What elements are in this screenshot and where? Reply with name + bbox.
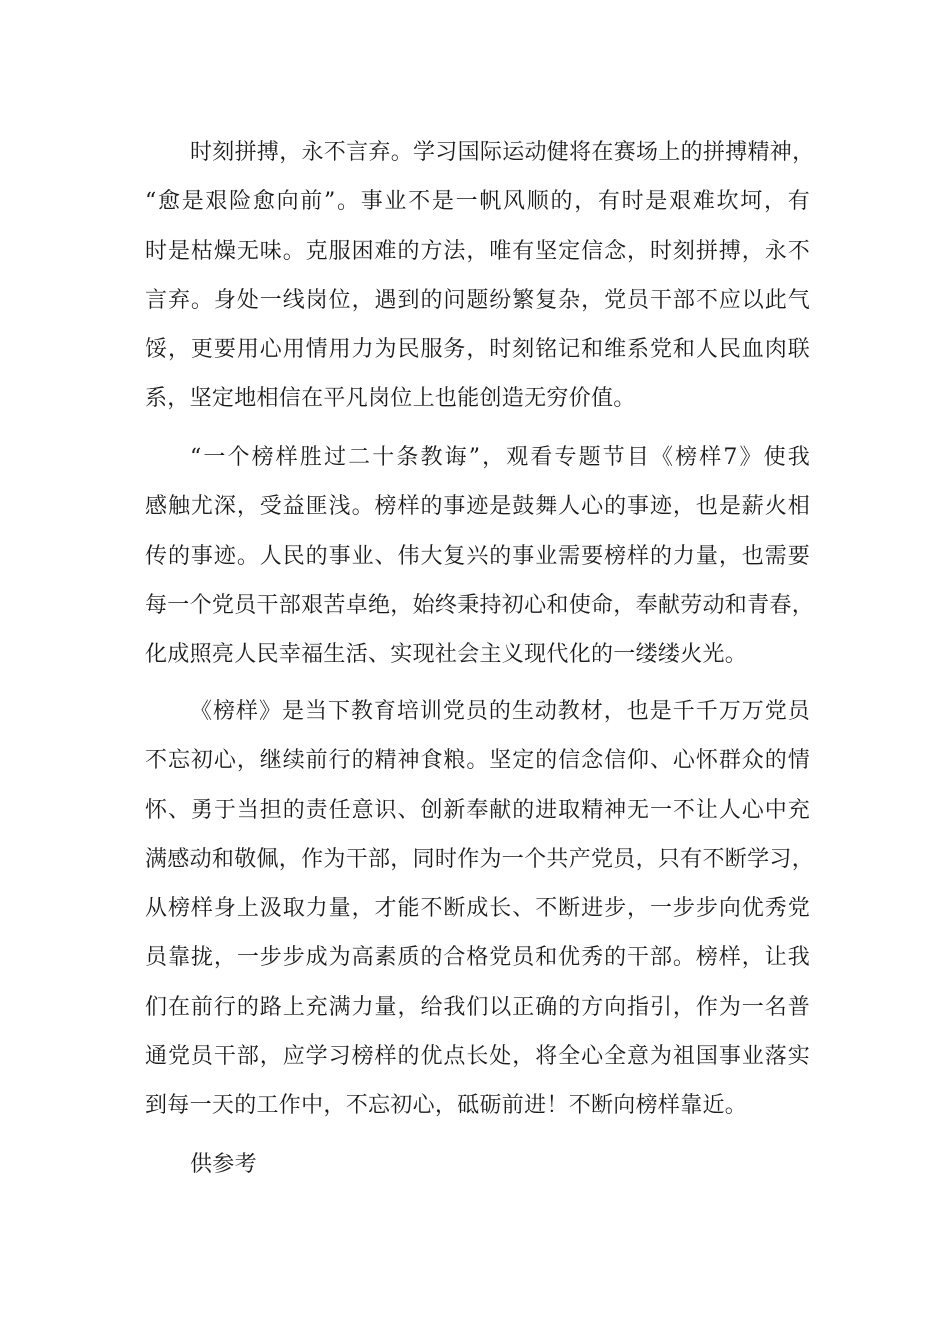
text-line: 们在前行的路上充满力量，给我们以正确的方向指引，作为一名普 bbox=[145, 994, 810, 1020]
text-line: “愈是艰险愈向前”。事业不是一帆风顺的，有时是艰难坎坷，有 bbox=[145, 189, 810, 215]
text-line: 员靠拢，一步步成为高素质的合格党员和优秀的干部。榜样，让我 bbox=[145, 945, 810, 971]
text-line: 到每一天的工作中，不忘初心，砥砺前进！不断向榜样靠近。 bbox=[145, 1093, 748, 1119]
text-line: 不忘初心，继续前行的精神食粮。坚定的信念信仰、心怀群众的情 bbox=[145, 748, 810, 774]
text-line: 系，坚定地相信在平凡岗位上也能创造无穷价值。 bbox=[145, 386, 636, 412]
text-line: 感触尤深，受益匪浅。榜样的事迹是鼓舞人心的事迹，也是薪火相 bbox=[145, 494, 810, 520]
text-line: “一个榜样胜过二十条教诲”，观看专题节目《榜样7》使我 bbox=[190, 445, 810, 470]
text-line: 时刻拼搏，永不言弃。学习国际运动健将在赛场上的拼搏精神， bbox=[190, 140, 815, 165]
text-line: 《榜样》是当下教育培训党员的生动教材，也是千千万万党员 bbox=[190, 699, 810, 724]
text-line: 从榜样身上汲取力量，才能不断成长、不断进步，一步步向优秀党 bbox=[145, 896, 810, 922]
text-line: 言弃。身处一线岗位，遇到的问题纷繁复杂，党员干部不应以此气 bbox=[145, 287, 810, 313]
text-line: 时是枯燥无味。克服困难的方法，唯有坚定信念，时刻拼搏，永不 bbox=[145, 238, 810, 264]
paragraph-for-reference bbox=[145, 1140, 810, 1189]
text-line: 馁，更要用心用情用力为民服务，时刻铭记和维系党和人民血肉联 bbox=[145, 337, 810, 363]
text-line: 通党员干部，应学习榜样的优点长处，将全心全意为祖国事业落实 bbox=[145, 1044, 810, 1070]
paragraph-perseverance bbox=[145, 128, 815, 424]
text-line: 怀、勇于当担的责任意识、创新奉献的进取精神无一不让人心中充 bbox=[145, 797, 810, 823]
text-line: 供参考 bbox=[190, 1152, 257, 1177]
text-line: 化成照亮人民幸福生活、实现社会主义现代化的一缕缕火光。 bbox=[145, 642, 748, 668]
text-line: 每一个党员干部艰苦卓绝，始终秉持初心和使命，奉献劳动和青春， bbox=[145, 592, 815, 618]
paragraph-role-model-program bbox=[145, 433, 815, 679]
text-line: 满感动和敬佩，作为干部，同时作为一个共产党员，只有不断学习， bbox=[145, 846, 815, 872]
text-line: 传的事迹。人民的事业、伟大复兴的事业需要榜样的力量，也需要 bbox=[145, 543, 810, 569]
paragraph-role-model-textbook bbox=[145, 687, 815, 1131]
